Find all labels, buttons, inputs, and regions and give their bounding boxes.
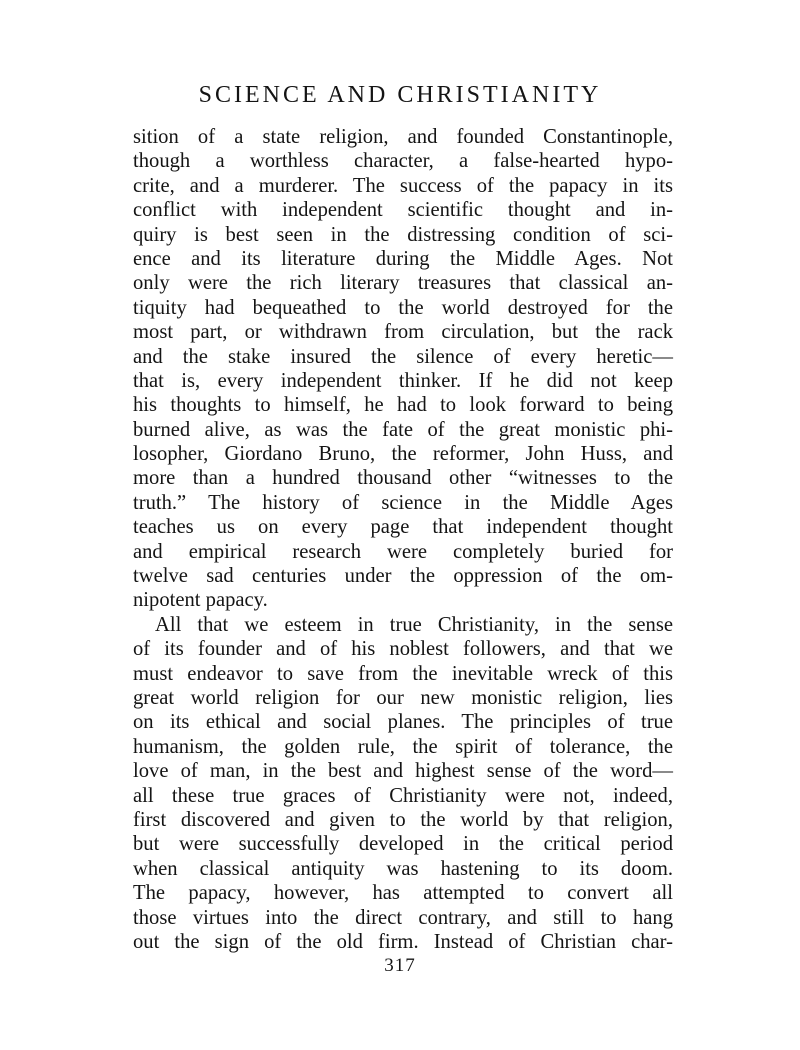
page-number: 317 [384, 955, 416, 976]
text-line: though a worthless character, a false-hearted hypo- [133, 150, 673, 173]
text-line: his thoughts to himself, he had to look forward to being [133, 394, 673, 417]
text-line: All that we esteem in true Christianity, in the sense [155, 613, 673, 636]
text-line: nipotent papacy. [133, 589, 268, 612]
text-line: The papacy, however, has attempted to convert all [133, 882, 673, 905]
text-line: love of man, in the best and highest sense of the word— [133, 760, 673, 783]
text-line: conflict with independent scientific thought and in- [133, 199, 673, 222]
text-line: of its founder and of his noblest followers, and that we [133, 638, 673, 661]
paragraph-2 [133, 613, 673, 954]
running-head: SCIENCE AND CHRISTIANITY [198, 82, 602, 108]
text-line: must endeavor to save from the inevitable wreck of this [133, 662, 673, 685]
text-line: when classical antiquity was hastening to its doom. [133, 857, 673, 880]
text-line: quiry is best seen in the distressing condition of sci- [133, 223, 673, 246]
paragraph-1 [133, 125, 673, 613]
text-line: but were successfully developed in the critical period [133, 833, 673, 856]
text-line: only were the rich literary treasures that classical an- [133, 272, 673, 295]
text-line: sition of a state religion, and founded Constantinople, [133, 126, 673, 148]
text-line: and the stake insured the silence of every heretic— [133, 345, 673, 368]
text-line: those virtues into the direct contrary, and still to hang [133, 906, 673, 929]
text-line: twelve sad centuries under the oppression of the om- [133, 565, 673, 588]
text-line: teaches us on every page that independent thought [133, 516, 673, 539]
text-line: crite, and a murderer. The success of the papacy in its [133, 174, 673, 197]
text-line: humanism, the golden rule, the spirit of tolerance, the [133, 735, 673, 758]
text-line: great world religion for our new monistic religion, lies [133, 686, 673, 709]
text-line: first discovered and given to the world by that religion, [133, 808, 673, 831]
body-text [133, 125, 673, 954]
text-line: and empirical research were completely buried for [133, 540, 673, 563]
text-line: all these true graces of Christianity were not, indeed, [133, 784, 673, 807]
text-line: most part, or withdrawn from circulation, but the rack [133, 321, 673, 344]
text-line: on its ethical and social planes. The principles of true [133, 711, 673, 734]
text-line: truth.” The history of science in the Middle Ages [133, 491, 673, 514]
text-line: burned alive, as was the fate of the great monistic phi- [133, 418, 673, 441]
text-line: ence and its literature during the Middle Ages. Not [133, 247, 673, 270]
text-line: out the sign of the old firm. Instead of Christian char- [133, 930, 673, 953]
text-line: that is, every independent thinker. If he did not keep [133, 369, 673, 392]
text-line: tiquity had bequeathed to the world destroyed for the [133, 296, 673, 319]
text-line: more than a hundred thousand other “witnesses to the [133, 467, 673, 490]
text-line: losopher, Giordano Bruno, the reformer, John Huss, and [133, 443, 673, 466]
